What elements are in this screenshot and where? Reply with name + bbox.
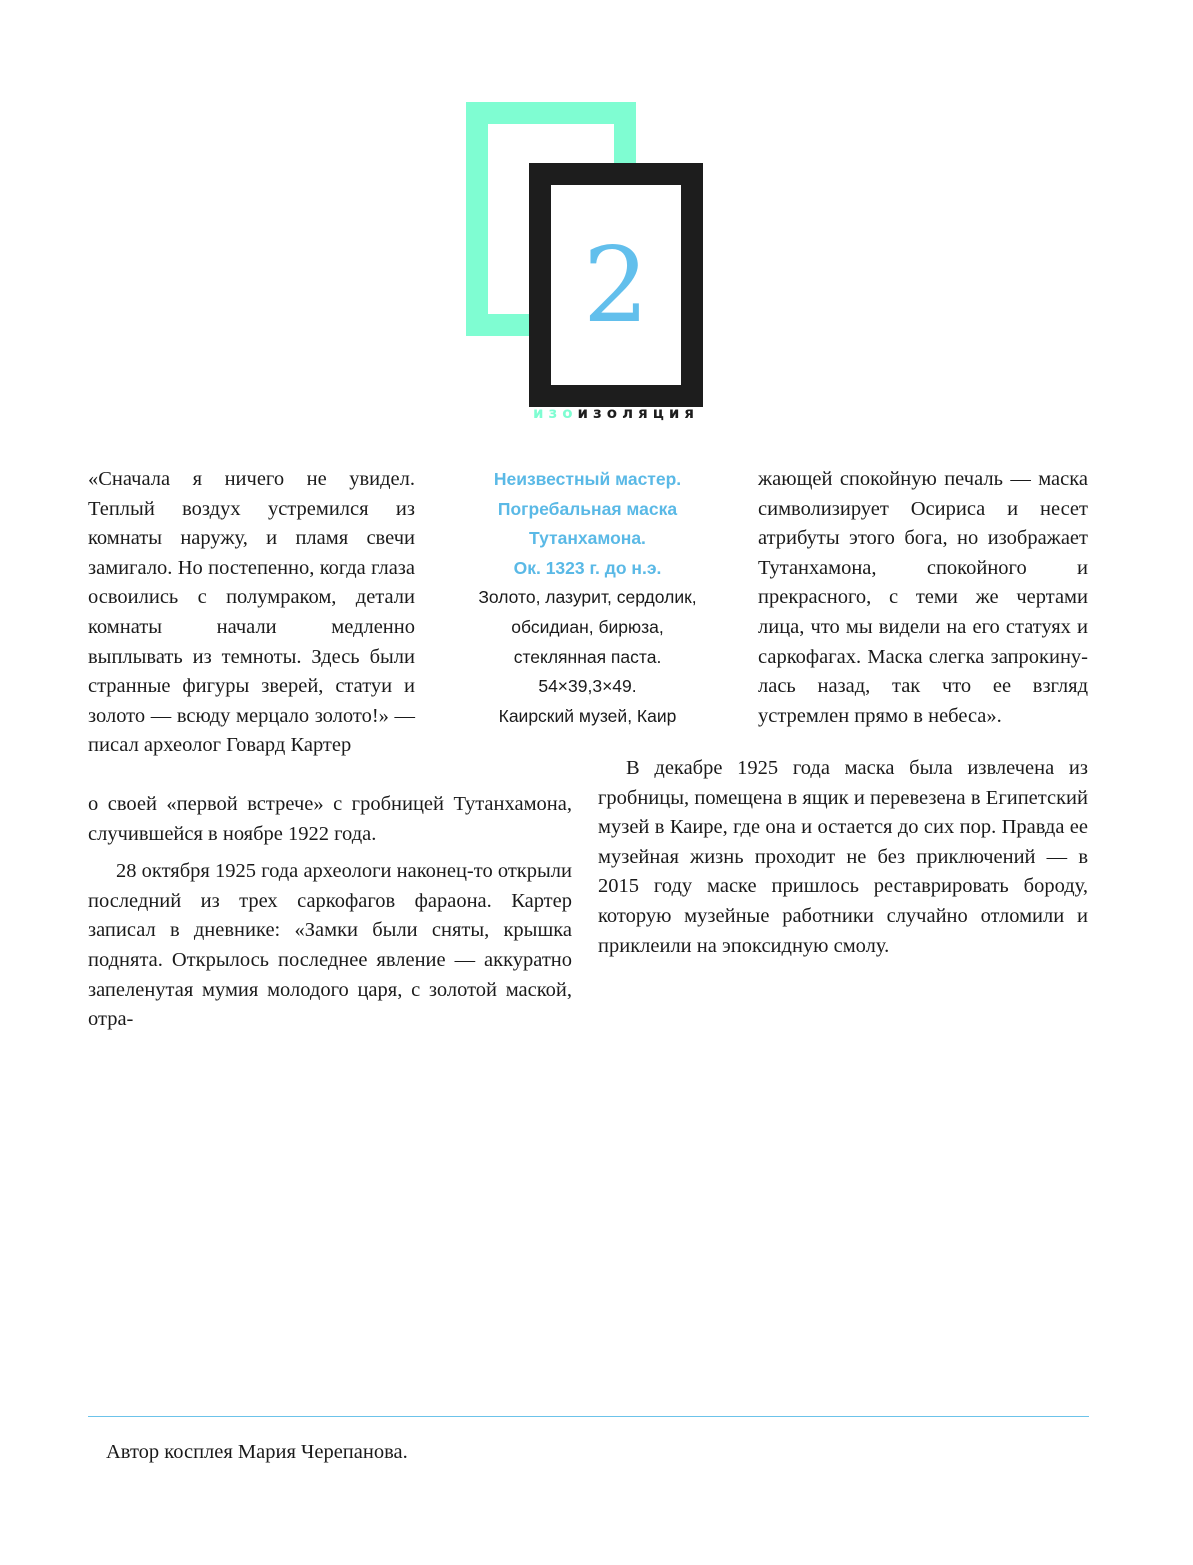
chapter-logo — [466, 102, 706, 432]
caption-materials-line3: стеклянная паста. — [513, 646, 662, 667]
right-column-bottom — [598, 754, 1088, 961]
wordmark-main: изоляция — [577, 404, 699, 422]
chapter-number: 2 — [582, 224, 650, 346]
left-column-top-text: «Сначала я ничего не увидел. Теплый воздух устремился из комнаты наружу, и пламя свечи замигало. Но постепенно, когда глаза освоились с полумраком, детали комнаты начали медленно выплывать из темноты. Здесь были странные фигуры зверей, статуи и золото — всюду мерцало золото!» — писал археолог Говард Картер — [88, 468, 415, 757]
caption-title-line1: Погребальная маска — [497, 498, 678, 519]
caption-dimensions: 54×39,3×49. — [538, 676, 637, 697]
caption-title-line2: Тутанхамона. — [529, 528, 646, 549]
artwork-caption — [440, 465, 735, 731]
caption-materials-line2: обсидиан, бирюза, — [511, 616, 664, 637]
left-paragraph-second: 28 октября 1925 года археологи наконец-то открыли последний из трех саркофагов фараона. Картер записал в дневнике: «Замки были сняты, крышка поднята. Открылось последнее явление — аккуратно запеленутая мумия молодого царя, с золотой маской, отра- — [88, 860, 572, 1031]
right-paragraph-second: В декабре 1925 года маска была извлечена из гробницы, помещена в ящик и перевезена в Египетский музей в Каире, где она и остается до сих пор. Правда ее музейная жизнь проходит не без приключений — в 2015 году маске пришлось реставрировать бороду, которую музейные работники случайно отломили и приклеили на эпоксидную смолу. — [598, 757, 1088, 957]
wordmark-accent: изо — [533, 404, 578, 422]
footnote-text: Автор косплея Мария Черепанова. — [106, 1441, 408, 1463]
caption-date: Ок. 1323 г. до н.э. — [513, 557, 662, 578]
caption-location: Каирский музей, Каир — [498, 705, 677, 726]
caption-author: Неизвестный мастер. — [493, 469, 682, 489]
left-column-bottom — [88, 790, 572, 1035]
right-column-top-text: жающей спокойную печаль — маска символизирует Осириса и несет атрибуты этого бога, но изображает Тутанхамона, спокойного и прекрасного, с теми же чертами лица, что мы видели на его статуях и саркофагах. Маска слегка запрокинулась назад, так что ее взгляд устремлен прямо в небеса». — [758, 468, 1088, 727]
left-paragraph-continuation: о своей «первой встрече» с гробницей Тутанхамона, случившейся в ноябре 1922 года. — [88, 793, 572, 845]
caption-materials-line1: Золото, лазурит, сердолик, — [478, 587, 697, 608]
footnote-divider — [88, 1416, 1089, 1417]
chapter-wordmark — [529, 402, 703, 424]
